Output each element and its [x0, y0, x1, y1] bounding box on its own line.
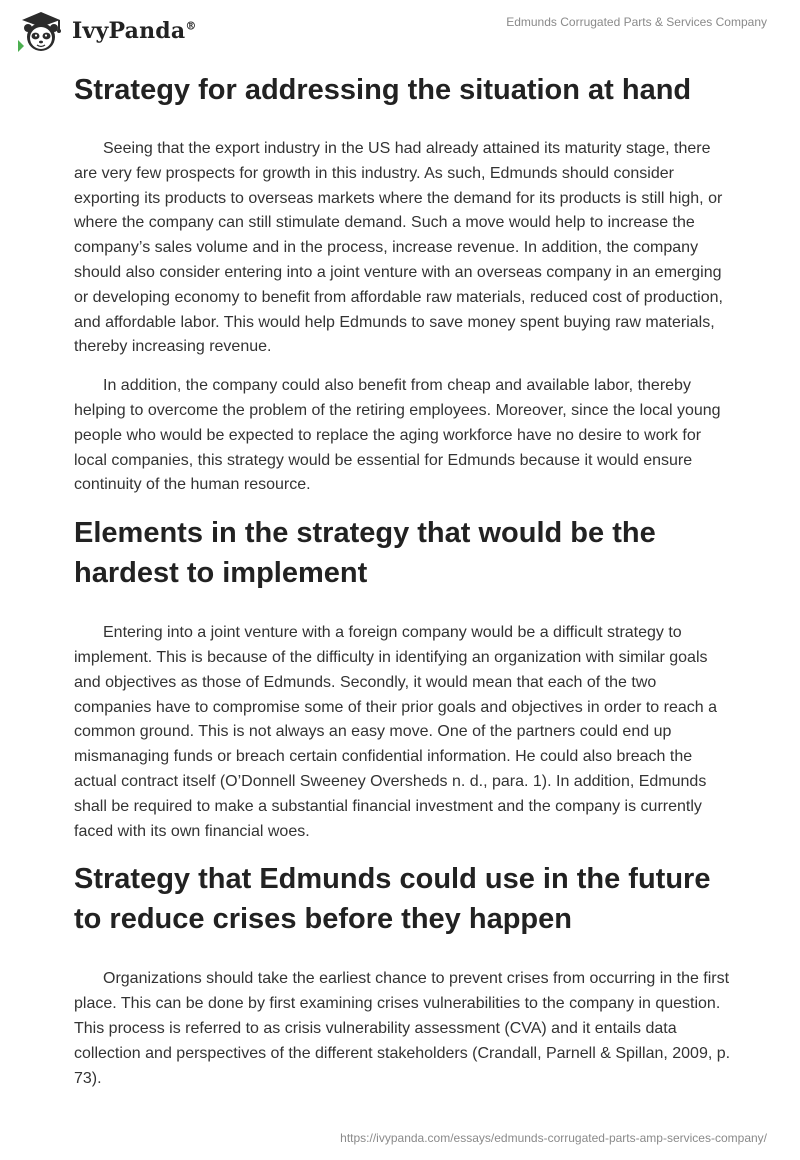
ivypanda-logo[interactable]: [14, 8, 197, 54]
paragraph: In addition, the company could also benefit from cheap and available labor, thereby helping to overcome the problem of the retiring employees. Moreover, since the local young people who would be expected to replace the aging workforce have no desire to work for local companies, this strategy would be essential for Edmunds because it would ensure continuity of the human resource.: [74, 377, 721, 494]
paragraph: Entering into a joint venture with a foreign company would be a difficult strategy to implement. This is because of the difficulty in identifying an organization with similar goals and objectives as those of Edmunds. Secondly, it would mean that each of the two companies have to compromise some of their prior goals and objectives in order to reach a common ground. This is not always an easy move. One of the partners could end up mismanaging funds or breach certain confidential information. He could also breach the actual contract itself (O’Donnell Sweeney Oversheds n. d., para. 1). In addition, Edmunds shall be required to make a substantial financial investment and the company is currently faced with its own financial woes.: [74, 624, 717, 840]
logo-wordmark: IvyPanda®: [72, 18, 197, 44]
section-heading: Strategy that Edmunds could use in the future to reduce crises before they happen: [74, 863, 711, 936]
essay-body: [74, 70, 734, 1091]
panda-graduate-icon: [14, 8, 68, 54]
paragraph: Seeing that the export industry in the US had already attained its maturity stage, there are very few prospects for growth in this industry. As such, Edmunds should consider exporting its products to overseas markets where the demand for its products is still high, or where the company can still stimulate demand. Such a move would help to increase the company’s sales volume and in the process, increase revenue. In addition, the company should also consider entering into a joint venture with an overseas company in an emerging or developing economy to benefit from affordable raw materials, reduced cost of production, and affordable labor. This would help Edmunds to save money spent buying raw materials, thereby increasing revenue.: [74, 140, 723, 356]
source-url-link[interactable]: https://ivypanda.com/essays/edmunds-corrugated-parts-amp-services-company/: [340, 1131, 767, 1145]
page-header: [0, 0, 800, 60]
registered-mark: ®: [185, 19, 197, 33]
section-heading: Strategy for addressing the situation at hand: [74, 74, 692, 106]
section-heading: Elements in the strategy that would be the hardest to implement: [74, 517, 656, 590]
paragraph: Organizations should take the earliest chance to prevent crises from occurring in the first place. This can be done by first examining crises vulnerabilities to the company in question. This process is referred to as crisis vulnerability assessment (CVA) and it entails data collection and perspectives of the different stakeholders (Crandall, Parnell & Spillan, 2009, p. 73).: [74, 970, 731, 1087]
document-title: Edmunds Corrugated Parts & Services Company: [506, 15, 767, 29]
